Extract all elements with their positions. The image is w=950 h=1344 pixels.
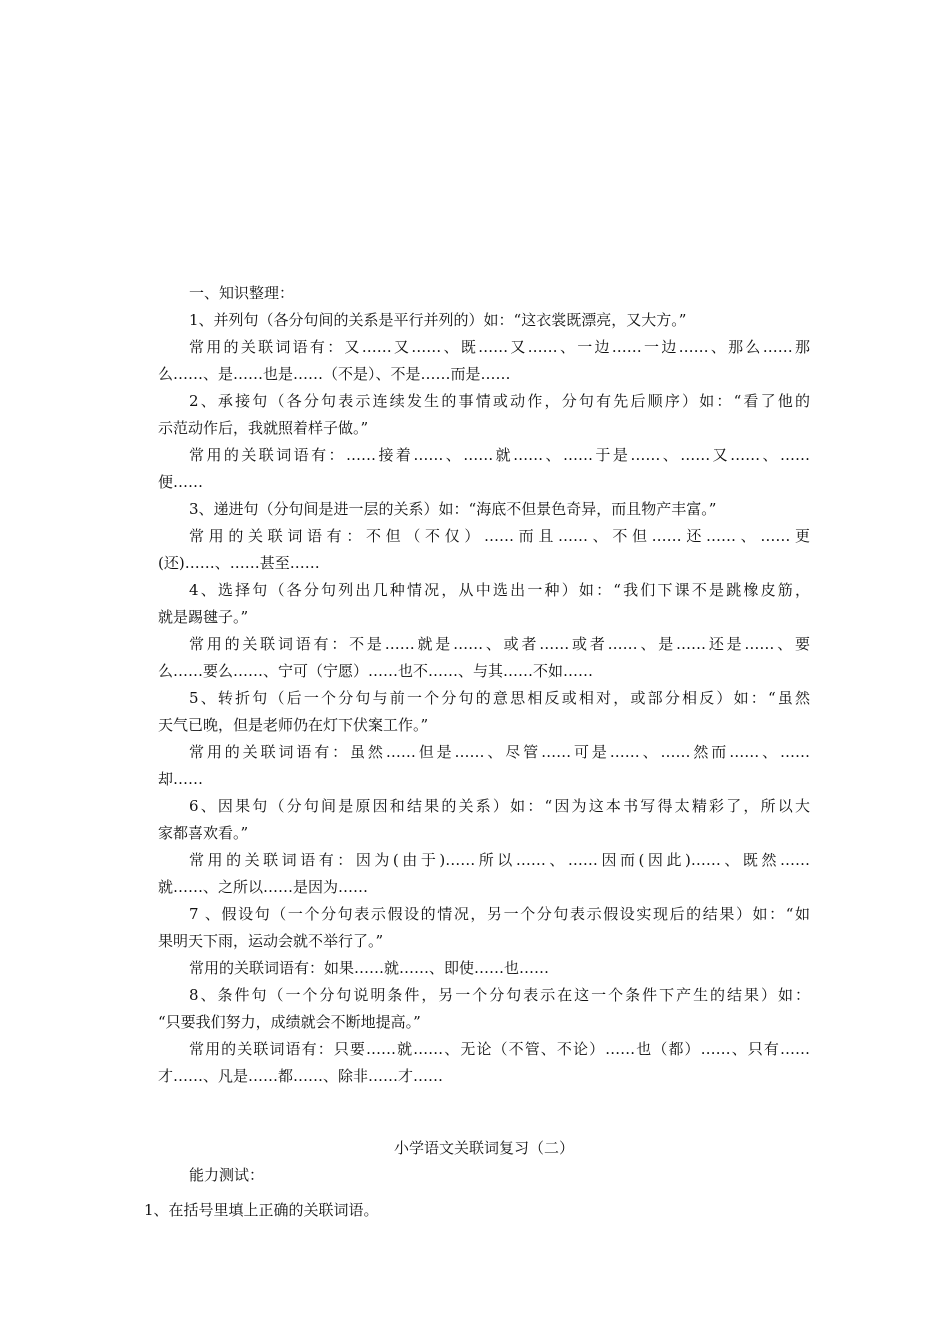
text-line: 么……、是……也是……（不是）、不是……而是…… — [158, 365, 511, 383]
section-heading: 一、知识整理： — [189, 284, 295, 302]
knowledge-lines — [158, 307, 810, 1090]
text-line: 常用的关联词语有：……接着……、……就……、……于是……、……又……、…… — [189, 446, 810, 464]
text-line: 4、选择句（各分句列出几种情况，从中选出一种）如：“我们下课不是跳橡皮筋， — [189, 581, 810, 599]
text-line: “只要我们努力，成绩就会不断地提高。” — [158, 1013, 421, 1031]
text-line: 1、并列句（各分句间的关系是平行并列的）如：“这衣裳既漂亮，又大方。” — [189, 311, 687, 329]
text-line: 7 、假设句（一个分句表示假设的情况，另一个分句表示假设实现后的结果）如：“如 — [189, 905, 810, 923]
text-line: 么……要么……、宁可（宁愿）……也不……、与其……不如…… — [158, 662, 594, 680]
text-line: 6、因果句（分句间是原因和结果的关系）如：“因为这本书写得太精彩了，所以大 — [189, 797, 810, 815]
text-line: 常用的关联词语有：虽然……但是……、尽管……可是……、……然而……、…… — [189, 743, 810, 761]
text-line: 常用的关联词语有：如果……就……、即使……也…… — [189, 959, 550, 977]
text-line: 3、递进句（分句间是进一层的关系）如：“海底不但景色奇异，而且物产丰富。” — [189, 500, 717, 518]
text-line: 却…… — [158, 770, 204, 788]
ability-test-heading: 能力测试： — [189, 1166, 265, 1184]
text-line: 便…… — [158, 473, 204, 491]
text-line: 常用的关联词语有：又……又……、既……又……、一边……一边……、那么……那 — [189, 338, 810, 356]
text-line: 示范动作后，我就照着样子做。” — [158, 419, 369, 437]
text-line: 常用的关联词语有：因为(由于)……所以……、……因而(因此)……、既然…… — [189, 851, 810, 869]
text-line: 5、转折句（后一个分句与前一个分句的意思相反或相对，或部分相反）如：“虽然 — [189, 689, 810, 707]
text-line: 2、承接句（各分句表示连续发生的事情或动作，分句有先后顺序）如：“看了他的 — [189, 392, 810, 410]
text-line: 常用的关联词语有：不但（不仅）……而且……、不但……还……、……更 — [189, 527, 810, 545]
text-line: 果明天下雨，运动会就不举行了。” — [158, 932, 384, 950]
text-line: 常用的关联词语有：不是……就是……、或者……或者……、是……还是……、要 — [189, 635, 810, 653]
document-body — [158, 280, 810, 1189]
text-line: 常用的关联词语有：只要……就……、无论（不管、不论）……也（都）……、只有…… — [189, 1040, 810, 1058]
text-line: 才……、凡是……都……、除非……才…… — [158, 1067, 444, 1085]
question-1: 1、在括号里填上正确的关联词语。 — [144, 1201, 379, 1219]
text-line: 家都喜欢看。” — [158, 824, 249, 842]
section-title: 小学语文关联词复习（二） — [393, 1139, 574, 1157]
text-line: 就……、之所以……是因为…… — [158, 878, 369, 896]
text-line: 天气已晚，但是老师仍在灯下伏案工作。” — [158, 716, 429, 734]
text-line: 8、条件句（一个分句说明条件，另一个分句表示在这一个条件下产生的结果）如： — [189, 986, 810, 1004]
text-line: 就是踢毽子。” — [158, 608, 249, 626]
text-line: (还)……、……甚至…… — [158, 554, 320, 572]
section-gap — [158, 1090, 810, 1135]
